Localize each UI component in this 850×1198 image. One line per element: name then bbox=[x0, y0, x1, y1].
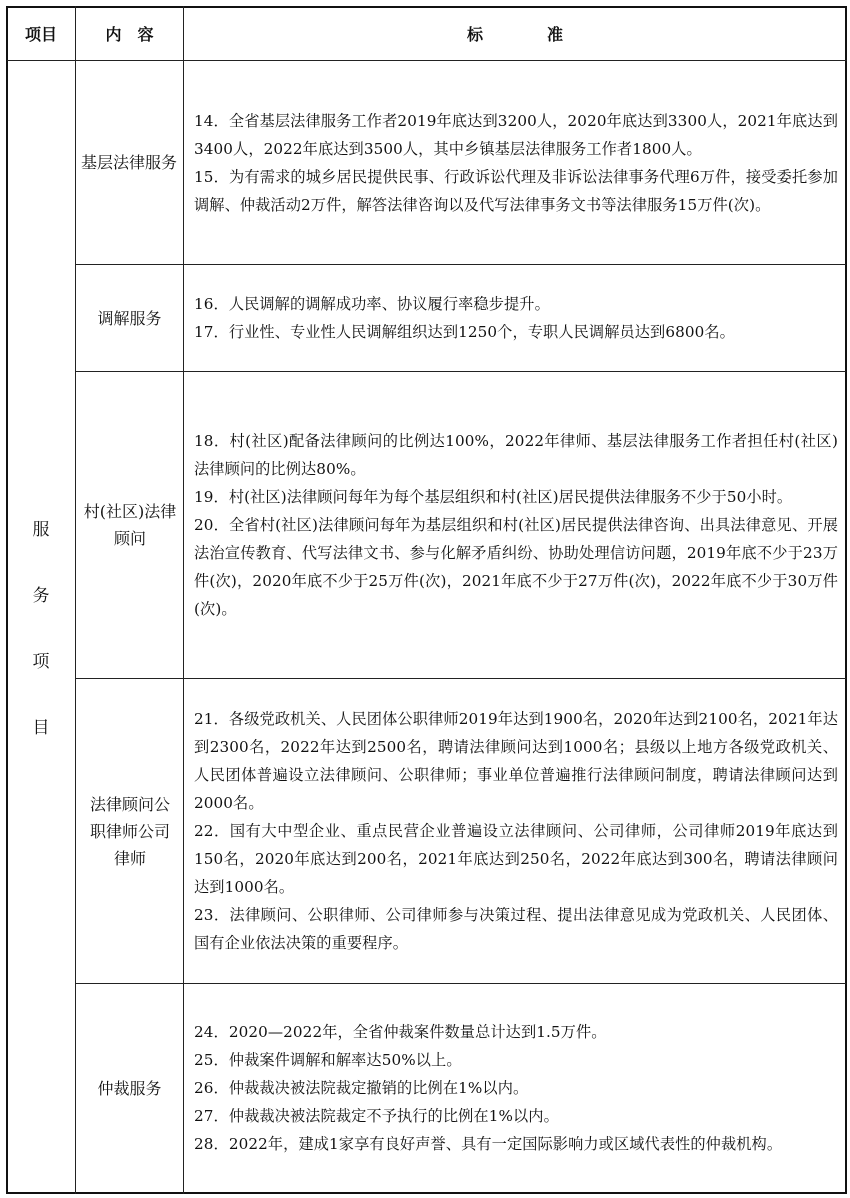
header-content: 内 容 bbox=[105, 25, 154, 44]
row-label-legal-advisor-lawyers: 法律顾问公职律师公司律师 bbox=[89, 794, 170, 868]
standard-item: 21．各级党政机关、人民团体公职律师2019年达到1900名，2020年达到2100名，2021年达到2300名，2022年达到2500名，聘请法律顾问达到1000名；县级以上地方各级党政机关、人民团体普遍设立法律顾问、公职律师；事业单位普遍推行法律顾问制度，聘请法律顾问达到2000名。 bbox=[194, 710, 838, 812]
category-char: 务 bbox=[32, 586, 50, 606]
row-label-grassroots-legal-service: 基层法律服务 bbox=[80, 152, 177, 172]
standard-item: 25．仲裁案件调解和解率达50%以上。 bbox=[194, 1051, 462, 1069]
standard-item: 28．2022年，建成1家享有良好声誉、具有一定国际影响力或区域代表性的仲裁机构。 bbox=[194, 1135, 783, 1153]
row-content-legal-advisor-lawyers bbox=[184, 679, 846, 983]
category-char: 服 bbox=[32, 520, 50, 540]
row-label-arbitration-service: 仲裁服务 bbox=[97, 1078, 162, 1098]
standard-item: 27．仲裁裁决被法院裁定不予执行的比例在1%以内。 bbox=[194, 1107, 559, 1125]
row-label-mediation-service: 调解服务 bbox=[97, 308, 162, 328]
standard-item: 20．全省村(社区)法律顾问每年为基层组织和村(社区)居民提供法律咨询、出具法律意见、开展法治宣传教育、代写法律文书、参与化解矛盾纠纷、协助处理信访问题，2019年底不少于23万件(次)，2020年底不少于25万件(次)，2021年底不少于27万件(次)，2022年底不少于30万件(次)。 bbox=[194, 516, 838, 618]
standard-item: 15．为有需求的城乡居民提供民事、行政诉讼代理及非诉讼法律事务代理6万件，接受委托参加调解、仲裁活动2万件，解答法律咨询以及代写法律事务文书等法律服务15万件(次)。 bbox=[194, 167, 838, 214]
category-cell bbox=[7, 60, 75, 1193]
standard-item: 16．人民调解的调解成功率、协议履行率稳步提升。 bbox=[194, 295, 550, 313]
standard-item: 14．全省基层法律服务工作者2019年底达到3200人，2020年底达到3300人，2021年底达到3400人，2022年底达到3500人，其中乡镇基层法律服务工作者1800人。 bbox=[194, 111, 838, 158]
standard-item: 23．法律顾问、公职律师、公司律师参与决策过程、提出法律意见成为党政机关、人民团体、国有企业依法决策的重要程序。 bbox=[194, 906, 838, 952]
row-content-arbitration-service bbox=[184, 984, 846, 1192]
row-content-village-legal-advisor bbox=[184, 372, 846, 678]
category-char: 项 bbox=[32, 652, 50, 672]
standard-item: 26．仲裁裁决被法院裁定撤销的比例在1%以内。 bbox=[194, 1079, 529, 1097]
header-standard: 标 准 bbox=[466, 25, 563, 44]
row-content-mediation-service bbox=[184, 265, 846, 371]
standard-item: 18．村(社区)配备法律顾问的比例达100%，2022年律师、基层法律服务工作者担任村(社区)法律顾问的比例达80%。 bbox=[194, 432, 838, 478]
standard-item: 24．2020—2022年，全省仲裁案件数量总计达到1.5万件。 bbox=[194, 1023, 607, 1041]
row-label-village-legal-advisor: 村(社区)法律顾问 bbox=[83, 502, 177, 548]
header-project: 项目 bbox=[24, 25, 57, 44]
table-border-bottom bbox=[7, 1192, 847, 1194]
standard-item: 22．国有大中型企业、重点民营企业普遍设立法律顾问、公司律师，公司律师2019年底达到150名，2020年底达到200名，2021年底达到250名，2022年底达到300名，聘请法律顾问达到1000名。 bbox=[194, 822, 838, 896]
category-char: 目 bbox=[32, 718, 50, 738]
standard-item: 17．行业性、专业性人民调解组织达到1250个，专职人民调解员达到6800名。 bbox=[194, 323, 735, 341]
standard-item: 19．村(社区)法律顾问每年为每个基层组织和村(社区)居民提供法律服务不少于50小时。 bbox=[194, 488, 793, 506]
row-content-grassroots-legal-service bbox=[184, 61, 846, 264]
